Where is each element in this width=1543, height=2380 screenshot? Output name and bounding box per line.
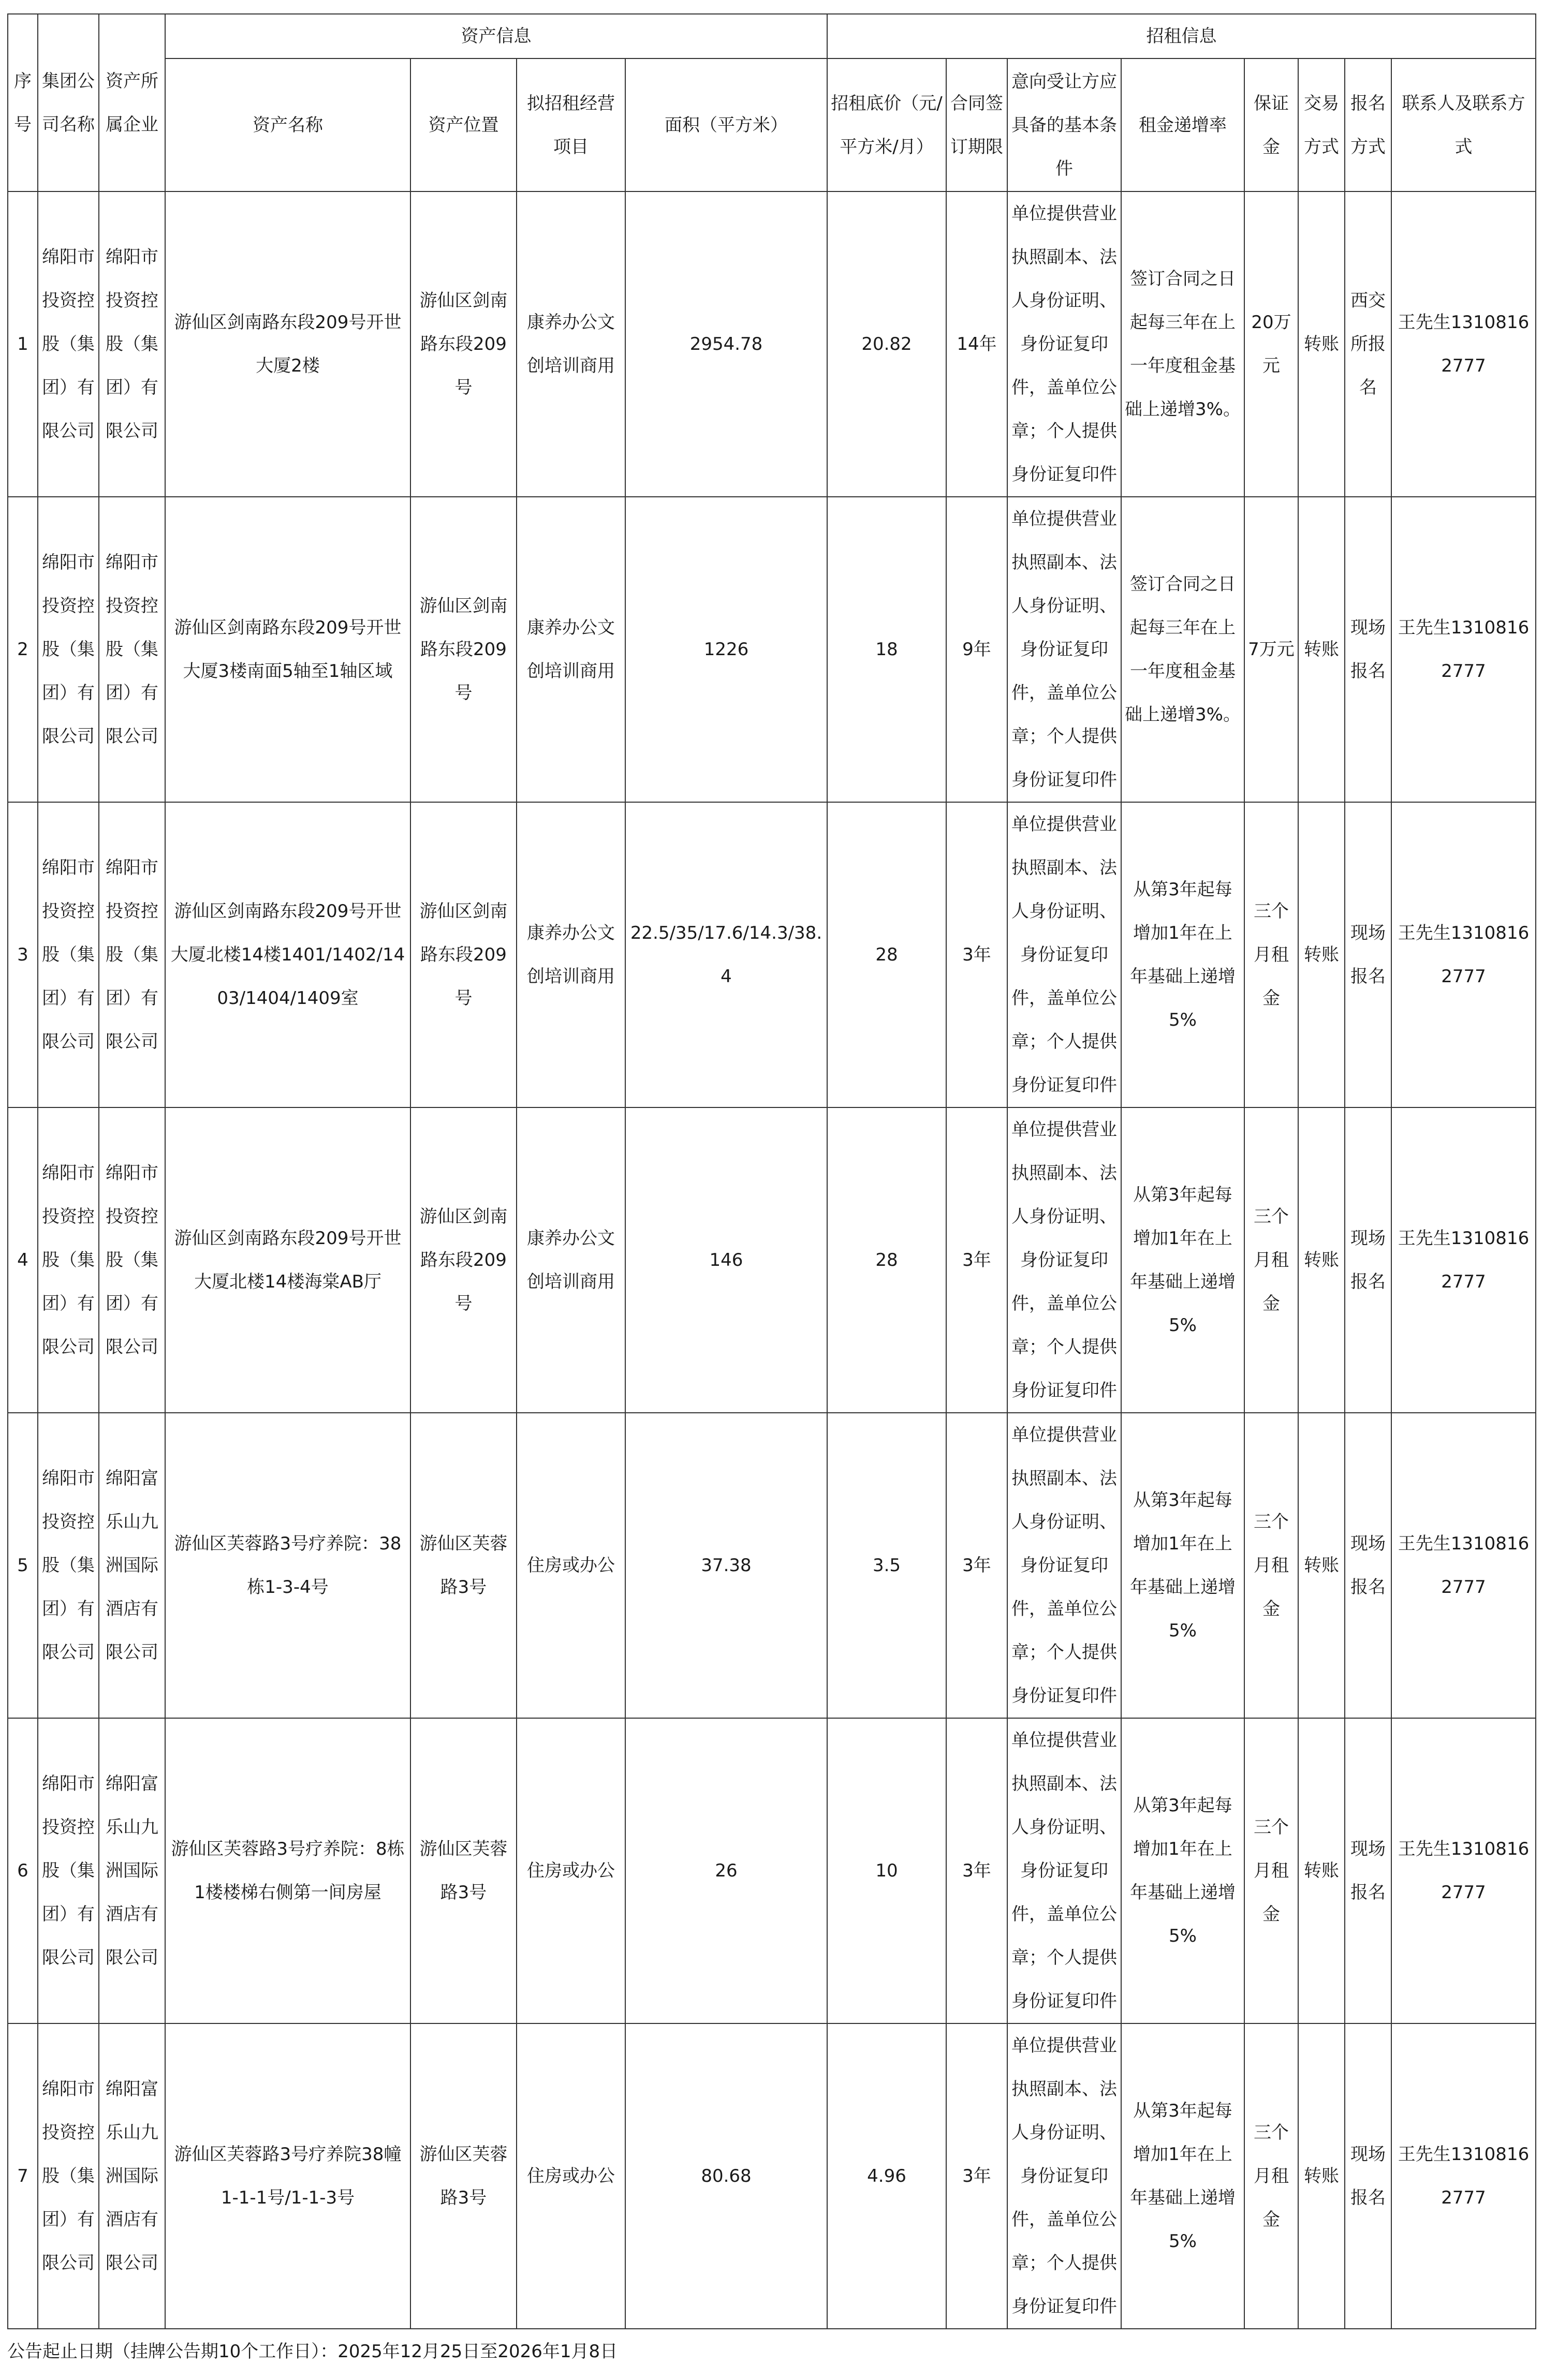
cell-deposit: 三个月租金 (1244, 1718, 1298, 2023)
table-row (8, 497, 1536, 802)
cell-area: 22.5/35/17.6/14.3/38.4 (625, 802, 827, 1107)
cell-term: 9年 (946, 497, 1007, 802)
cell-signup: 现场报名 (1345, 1413, 1391, 1718)
cell-price: 10 (827, 1718, 946, 2023)
cell-term: 14年 (946, 191, 1007, 497)
cell-conditions: 单位提供营业执照副本、法人身份证明、身份证复印件，盖单位公章；个人提供身份证复印件 (1007, 2023, 1121, 2329)
cell-price: 20.82 (827, 191, 946, 497)
cell-deposit: 三个月租金 (1244, 1107, 1298, 1413)
cell-price: 28 (827, 1107, 946, 1413)
cell-increase: 从第3年起每增加1年在上年基础上递增5% (1121, 1413, 1244, 1718)
header-group-row (8, 14, 1536, 58)
table-row (8, 1718, 1536, 2023)
cell-project: 康养办公文创培训商用 (517, 497, 625, 802)
cell-contact: 王先生13108162777 (1391, 1718, 1536, 2023)
header-asset-info: 资产信息 (165, 14, 827, 58)
table-row (8, 802, 1536, 1107)
cell-conditions: 单位提供营业执照副本、法人身份证明、身份证复印件，盖单位公章；个人提供身份证复印件 (1007, 497, 1121, 802)
cell-group-company: 绵阳市投资控股（集团）有限公司 (38, 802, 99, 1107)
cell-group-company: 绵阳市投资控股（集团）有限公司 (38, 1718, 99, 2023)
cell-area: 146 (625, 1107, 827, 1413)
cell-area: 1226 (625, 497, 827, 802)
header-owner: 资产所属企业 (99, 14, 165, 191)
cell-signup: 现场报名 (1345, 497, 1391, 802)
cell-deposit: 20万元 (1244, 191, 1298, 497)
header-trade: 交易方式 (1298, 58, 1345, 191)
cell-location: 游仙区剑南路东段209号 (410, 1107, 517, 1413)
header-price: 招租底价（元/平方米/月） (827, 58, 946, 191)
cell-asset-name: 游仙区芙蓉路3号疗养院：38栋1-3-4号 (165, 1413, 410, 1718)
cell-owner: 绵阳富乐山九洲国际酒店有限公司 (99, 2023, 165, 2329)
header-columns-row (8, 58, 1536, 191)
cell-increase: 从第3年起每增加1年在上年基础上递增5% (1121, 1718, 1244, 2023)
cell-conditions: 单位提供营业执照副本、法人身份证明、身份证复印件，盖单位公章；个人提供身份证复印件 (1007, 802, 1121, 1107)
cell-project: 康养办公文创培训商用 (517, 1107, 625, 1413)
cell-price: 18 (827, 497, 946, 802)
header-rent-info: 招租信息 (827, 14, 1536, 58)
cell-trade: 转账 (1298, 802, 1345, 1107)
cell-area: 37.38 (625, 1413, 827, 1718)
cell-signup: 现场报名 (1345, 2023, 1391, 2329)
cell-project: 住房或办公 (517, 1718, 625, 2023)
cell-increase: 签订合同之日起每三年在上一年度租金基础上递增3%。 (1121, 191, 1244, 497)
cell-price: 28 (827, 802, 946, 1107)
cell-conditions: 单位提供营业执照副本、法人身份证明、身份证复印件，盖单位公章；个人提供身份证复印件 (1007, 1413, 1121, 1718)
cell-conditions: 单位提供营业执照副本、法人身份证明、身份证复印件，盖单位公章；个人提供身份证复印件 (1007, 1107, 1121, 1413)
cell-signup: 现场报名 (1345, 1107, 1391, 1413)
cell-conditions: 单位提供营业执照副本、法人身份证明、身份证复印件，盖单位公章；个人提供身份证复印件 (1007, 1718, 1121, 2023)
cell-owner: 绵阳市投资控股（集团）有限公司 (99, 191, 165, 497)
cell-conditions: 单位提供营业执照副本、法人身份证明、身份证复印件，盖单位公章；个人提供身份证复印件 (1007, 191, 1121, 497)
cell-project: 住房或办公 (517, 1413, 625, 1718)
cell-owner: 绵阳市投资控股（集团）有限公司 (99, 1107, 165, 1413)
cell-trade: 转账 (1298, 1413, 1345, 1718)
cell-deposit: 三个月租金 (1244, 802, 1298, 1107)
cell-asset-name: 游仙区剑南路东段209号开世大厦北楼14楼1401/1402/1403/1404/1409室 (165, 802, 410, 1107)
cell-seq: 4 (8, 1107, 38, 1413)
header-asset-name: 资产名称 (165, 58, 410, 191)
cell-increase: 签订合同之日起每三年在上一年度租金基础上递增3%。 (1121, 497, 1244, 802)
cell-term: 3年 (946, 1107, 1007, 1413)
cell-deposit: 7万元 (1244, 497, 1298, 802)
cell-signup: 现场报名 (1345, 802, 1391, 1107)
header-conditions: 意向受让方应具备的基本条件 (1007, 58, 1121, 191)
cell-group-company: 绵阳市投资控股（集团）有限公司 (38, 1107, 99, 1413)
cell-owner: 绵阳富乐山九洲国际酒店有限公司 (99, 1718, 165, 2023)
cell-deposit: 三个月租金 (1244, 1413, 1298, 1718)
table-row (8, 2023, 1536, 2329)
cell-increase: 从第3年起每增加1年在上年基础上递增5% (1121, 1107, 1244, 1413)
cell-group-company: 绵阳市投资控股（集团）有限公司 (38, 1413, 99, 1718)
cell-location: 游仙区剑南路东段209号 (410, 191, 517, 497)
cell-seq: 2 (8, 497, 38, 802)
cell-asset-name: 游仙区剑南路东段209号开世大厦3楼南面5轴至1轴区域 (165, 497, 410, 802)
cell-trade: 转账 (1298, 191, 1345, 497)
table-row (8, 1413, 1536, 1718)
cell-trade: 转账 (1298, 497, 1345, 802)
header-deposit: 保证金 (1244, 58, 1298, 191)
cell-area: 26 (625, 1718, 827, 2023)
cell-trade: 转账 (1298, 1107, 1345, 1413)
header-location: 资产位置 (410, 58, 517, 191)
header-contact: 联系人及联系方式 (1391, 58, 1536, 191)
cell-asset-name: 游仙区剑南路东段209号开世大厦2楼 (165, 191, 410, 497)
lease-notice-table (7, 13, 1536, 2329)
header-term: 合同签订期限 (946, 58, 1007, 191)
cell-term: 3年 (946, 2023, 1007, 2329)
header-seq: 序号 (8, 14, 38, 191)
cell-project: 康养办公文创培训商用 (517, 191, 625, 497)
cell-seq: 3 (8, 802, 38, 1107)
cell-owner: 绵阳市投资控股（集团）有限公司 (99, 497, 165, 802)
cell-group-company: 绵阳市投资控股（集团）有限公司 (38, 2023, 99, 2329)
cell-signup: 西交所报名 (1345, 191, 1391, 497)
cell-term: 3年 (946, 1718, 1007, 2023)
cell-owner: 绵阳富乐山九洲国际酒店有限公司 (99, 1413, 165, 1718)
cell-price: 3.5 (827, 1413, 946, 1718)
cell-increase: 从第3年起每增加1年在上年基础上递增5% (1121, 2023, 1244, 2329)
cell-asset-name: 游仙区剑南路东段209号开世大厦北楼14楼海棠AB厅 (165, 1107, 410, 1413)
cell-seq: 1 (8, 191, 38, 497)
header-project: 拟招租经营项目 (517, 58, 625, 191)
cell-signup: 现场报名 (1345, 1718, 1391, 2023)
cell-contact: 王先生13108162777 (1391, 802, 1536, 1107)
cell-price: 4.96 (827, 2023, 946, 2329)
header-increase: 租金递增率 (1121, 58, 1244, 191)
cell-group-company: 绵阳市投资控股（集团）有限公司 (38, 497, 99, 802)
table-row (8, 191, 1536, 497)
cell-project: 康养办公文创培训商用 (517, 802, 625, 1107)
lease-notice-table-container (7, 13, 1535, 2329)
cell-location: 游仙区剑南路东段209号 (410, 497, 517, 802)
cell-contact: 王先生13108162777 (1391, 1413, 1536, 1718)
cell-group-company: 绵阳市投资控股（集团）有限公司 (38, 191, 99, 497)
cell-seq: 5 (8, 1413, 38, 1718)
cell-location: 游仙区剑南路东段209号 (410, 802, 517, 1107)
table-row (8, 1107, 1536, 1413)
cell-increase: 从第3年起每增加1年在上年基础上递增5% (1121, 802, 1244, 1107)
cell-deposit: 三个月租金 (1244, 2023, 1298, 2329)
cell-contact: 王先生13108162777 (1391, 191, 1536, 497)
cell-seq: 6 (8, 1718, 38, 2023)
cell-contact: 王先生13108162777 (1391, 2023, 1536, 2329)
cell-term: 3年 (946, 802, 1007, 1107)
cell-location: 游仙区芙蓉路3号 (410, 1718, 517, 2023)
cell-trade: 转账 (1298, 2023, 1345, 2329)
cell-location: 游仙区芙蓉路3号 (410, 1413, 517, 1718)
header-group-company: 集团公司名称 (38, 14, 99, 191)
cell-seq: 7 (8, 2023, 38, 2329)
notice-period: 公告起止日期（挂牌公告期10个工作日）：2025年12月25日至2026年1月8日 (7, 2341, 618, 2362)
cell-asset-name: 游仙区芙蓉路3号疗养院38幢1-1-1号/1-1-3号 (165, 2023, 410, 2329)
cell-location: 游仙区芙蓉路3号 (410, 2023, 517, 2329)
cell-trade: 转账 (1298, 1718, 1345, 2023)
cell-asset-name: 游仙区芙蓉路3号疗养院：8栋1楼楼梯右侧第一间房屋 (165, 1718, 410, 2023)
cell-project: 住房或办公 (517, 2023, 625, 2329)
cell-area: 2954.78 (625, 191, 827, 497)
cell-owner: 绵阳市投资控股（集团）有限公司 (99, 802, 165, 1107)
header-signup: 报名方式 (1345, 58, 1391, 191)
cell-area: 80.68 (625, 2023, 827, 2329)
cell-contact: 王先生13108162777 (1391, 1107, 1536, 1413)
cell-term: 3年 (946, 1413, 1007, 1718)
cell-contact: 王先生13108162777 (1391, 497, 1536, 802)
header-area: 面积（平方米） (625, 58, 827, 191)
